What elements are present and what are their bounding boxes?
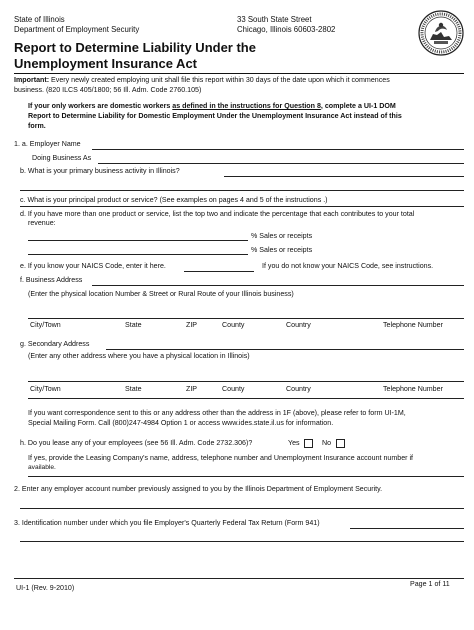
employer-name-field[interactable]	[92, 149, 464, 150]
col-zip-2: ZIP	[186, 385, 198, 393]
secondary-address-field[interactable]	[106, 349, 464, 350]
col-state-1: State	[125, 321, 142, 329]
sales-receipts-2: % Sales or receipts	[251, 246, 313, 254]
title-line2: Unemployment Insurance Act	[14, 56, 198, 71]
secondary-address-line2[interactable]	[28, 381, 464, 382]
business-address-line2[interactable]	[28, 318, 464, 319]
federal-id-field[interactable]	[350, 528, 464, 529]
col-city-1: City/Town	[30, 321, 61, 329]
yes-label: Yes	[288, 439, 300, 447]
col-county-2: County	[222, 385, 245, 393]
q1a-label: 1. a. Employer Name	[14, 140, 81, 148]
col-city-2: City/Town	[30, 385, 61, 393]
col-telephone-1: Telephone Number	[383, 321, 443, 329]
q1h-label: h. Do you lease any of your employees (see 56 Ill. Adm. Code 2732.306)?	[20, 439, 253, 447]
page-number: Page 1 of 11	[410, 580, 450, 588]
naics-code-field[interactable]	[184, 271, 254, 272]
q1g-label: g. Secondary Address	[20, 340, 90, 348]
q1f-note: (Enter the physical location Number & Street or Rural Route of your Illinois business)	[28, 290, 294, 298]
address-line2: Chicago, Illinois 60603-2802	[237, 25, 336, 34]
lease-yes-checkbox[interactable]	[304, 439, 313, 448]
domestic-notice-line3: form.	[28, 122, 46, 130]
principal-product-field[interactable]	[20, 206, 464, 207]
q1d-line2: revenue:	[28, 219, 56, 227]
dba-label: Doing Business As	[32, 154, 92, 162]
q2-label: 2. Enter any employer account number previously assigned to you by the Illinois Department of Employment Security.	[14, 485, 383, 493]
col-state-2: State	[125, 385, 142, 393]
agency-line2: Department of Employment Security	[14, 25, 140, 34]
correspondence-line1: If you want correspondence sent to this or any address other than the address in 1F (above), please refer to form UI-1M,	[28, 409, 406, 417]
business-address-field[interactable]	[92, 285, 464, 286]
q1h-note-line2: available.	[28, 464, 56, 471]
q1d-line1: d. If you have more than one product or service, list the top two and indicate the percentage that each contributes to your total	[20, 210, 415, 218]
secondary-address-line3[interactable]	[28, 398, 464, 399]
form-id: UI-1 (Rev. 9-2010)	[16, 584, 75, 592]
important-line1: Important: Every newly created employing unit shall file this report within 30 days of the date upon which it commences	[14, 76, 390, 84]
header-divider	[14, 73, 464, 74]
no-label: No	[322, 439, 332, 447]
domestic-notice-line1: If your only workers are domestic workers as defined in the instructions for Question 8, complete a UI-1 DOM	[28, 102, 396, 110]
col-county-1: County	[222, 321, 245, 329]
q1b-label: b. What is your primary business activity in Illinois?	[20, 167, 180, 175]
col-country-2: Country	[286, 385, 311, 393]
q3-label: 3. Identification number under which you file Employer's Quarterly Federal Tax Return (Form 941)	[14, 519, 320, 527]
col-zip-1: ZIP	[186, 321, 198, 329]
account-number-field[interactable]	[20, 508, 464, 509]
federal-id-field-line2[interactable]	[20, 541, 464, 542]
correspondence-line2: Special Mailing Form. Call (800)247-4984 Option 1 or access www.ides.state.il.us for information.	[28, 419, 334, 427]
primary-activity-field-line2[interactable]	[20, 190, 464, 191]
q1e-label: e. If you know your NAICS Code, enter it here.	[20, 262, 166, 270]
col-country-1: Country	[286, 321, 311, 329]
sales-receipts-1: % Sales or receipts	[251, 232, 313, 240]
leasing-company-field[interactable]	[28, 476, 464, 477]
state-seal-icon	[418, 10, 464, 56]
address-line1: 33 South State Street	[237, 15, 312, 24]
col-telephone-2: Telephone Number	[383, 385, 443, 393]
agency-line1: State of Illinois	[14, 15, 65, 24]
primary-activity-field[interactable]	[224, 176, 464, 177]
q1f-label: f. Business Address	[20, 276, 83, 284]
important-line2: business. (820 ILCS 405/1800; 56 Ill. Adm. Code 2760.105)	[14, 86, 202, 94]
lease-no-checkbox[interactable]	[336, 439, 345, 448]
q1h-note-line1: If yes, provide the Leasing Company's name, address, telephone number and Unemployment Insurance account number if	[28, 454, 414, 462]
footer-divider	[14, 578, 464, 579]
q1g-note: (Enter any other address where you have a physical location in Illinois)	[28, 352, 250, 360]
product-1-field[interactable]	[28, 240, 248, 241]
q1c-label: c. What is your principal product or service? (See examples on pages 4 and 5 of the instructions .)	[20, 196, 328, 204]
naics-alt-text: If you do not know your NAICS Code, see instructions.	[262, 262, 434, 270]
product-2-field[interactable]	[28, 254, 248, 255]
dba-field[interactable]	[98, 163, 464, 164]
title-line1: Report to Determine Liability Under the	[14, 40, 256, 55]
domestic-notice-line2: Report to Determine Liability for Domestic Employment Under the Unemployment Insurance Act instead of this	[28, 112, 402, 120]
